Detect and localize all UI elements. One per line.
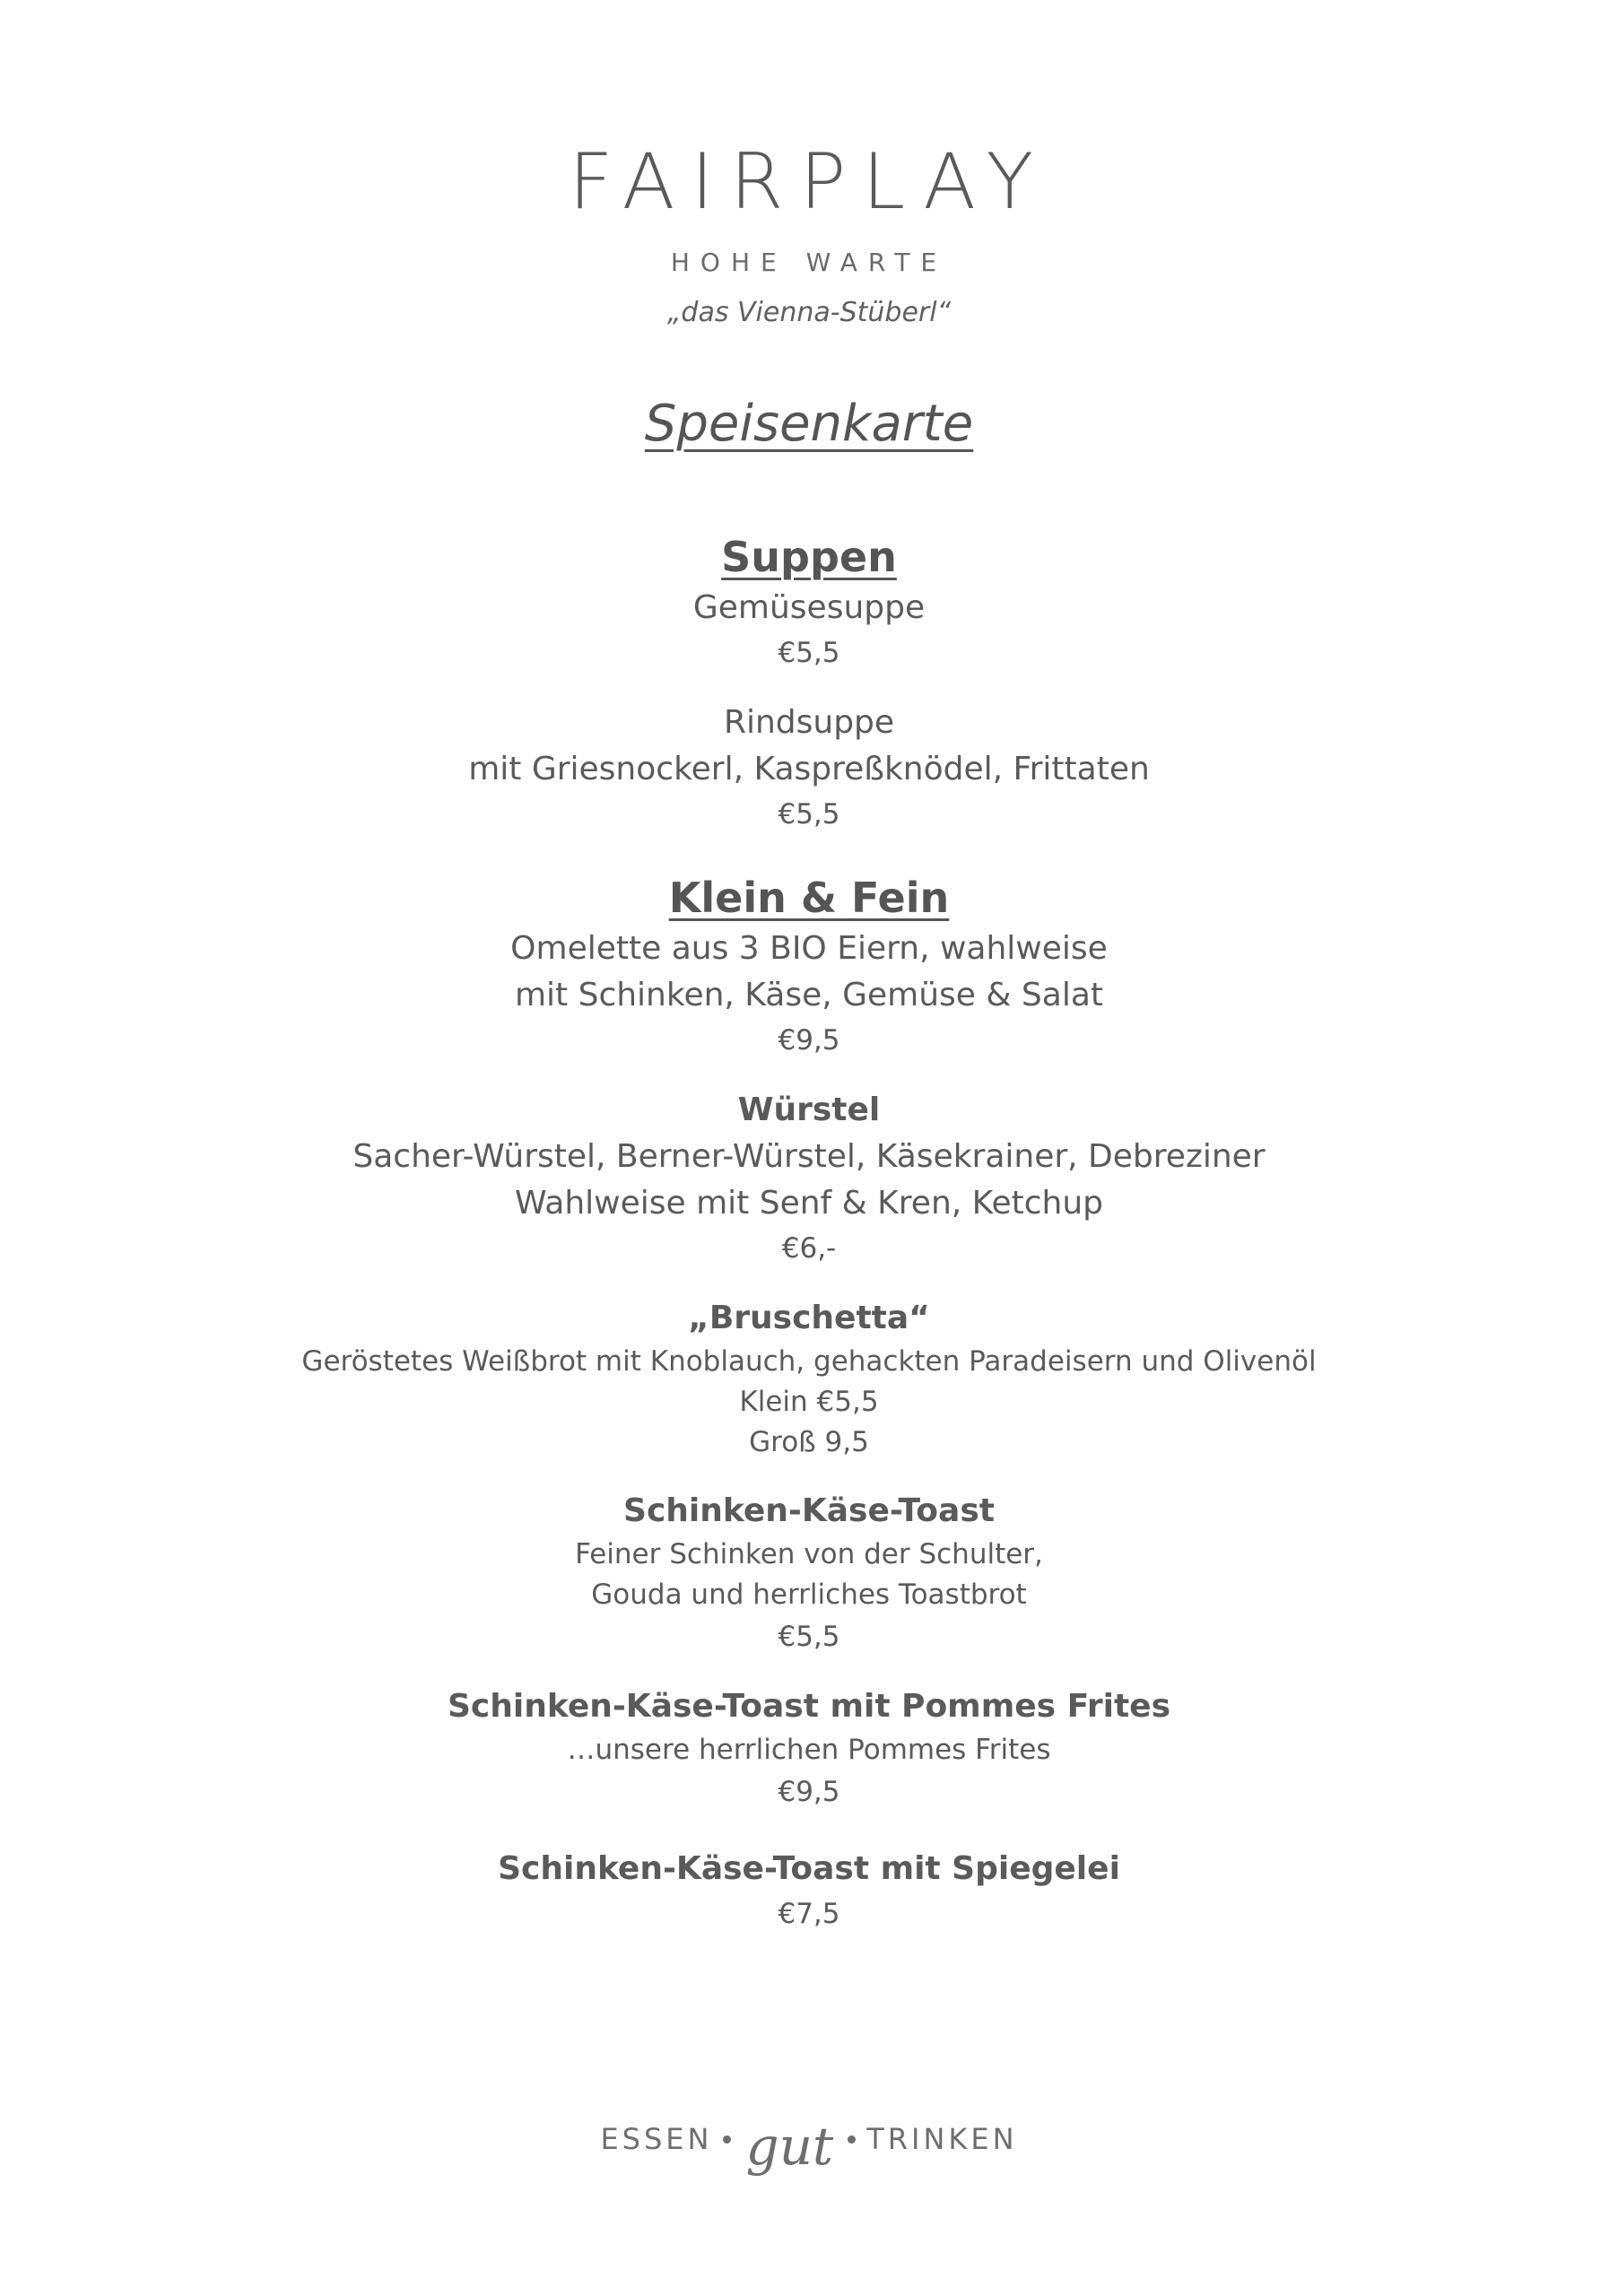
item-description: Sacher-Würstel, Berner-Würstel, Käsekrainer, Debreziner <box>352 1138 1266 1175</box>
brand-tagline: „das Vienna-Stüberl“ <box>666 297 952 328</box>
item-price: €9,5 <box>778 1776 840 1808</box>
item-name: Schinken-Käse-Toast mit Spiegelei <box>498 1850 1120 1887</box>
item-description: Gouda und herrliches Toastbrot <box>591 1578 1027 1611</box>
item-name: „Bruschetta“ <box>688 1300 930 1336</box>
menu-item <box>0 1683 1618 1813</box>
dot-icon <box>723 2135 731 2144</box>
logo <box>0 137 1618 328</box>
item-name: Schinken-Käse-Toast <box>623 1492 995 1529</box>
item-name: Omelette aus 3 BIO Eiern, wahlweise <box>510 930 1108 967</box>
menu-item <box>0 700 1618 836</box>
section-title-suppen: Suppen <box>721 533 897 581</box>
item-price-small: Klein €5,5 <box>739 1386 879 1418</box>
section-title-klein-fein: Klein & Fein <box>668 874 950 922</box>
item-name: Würstel <box>737 1091 881 1128</box>
menu-content <box>0 529 1618 1935</box>
item-description: mit Schinken, Käse, Gemüse & Salat <box>514 977 1104 1013</box>
item-name: Rindsuppe <box>723 704 895 741</box>
item-price: €5,5 <box>778 798 840 831</box>
menu-item <box>0 1488 1618 1658</box>
item-description: Wahlweise mit Senf & Kren, Ketchup <box>514 1185 1103 1222</box>
brand-subtitle: HOHE WARTE <box>670 248 948 277</box>
footer-word-left: ESSEN <box>600 2122 713 2156</box>
menu-item <box>0 1846 1618 1935</box>
item-description: …unsere herrlichen Pommes Frites <box>567 1734 1051 1766</box>
dot-icon <box>848 2135 856 2144</box>
item-price: €9,5 <box>778 1024 840 1057</box>
item-name: Schinken-Käse-Toast mit Pommes Frites <box>447 1688 1171 1725</box>
item-price: €6,- <box>781 1232 837 1265</box>
item-price: €5,5 <box>778 1621 840 1653</box>
menu-item <box>0 926 1618 1062</box>
brand-logo: FAIRPLAY <box>569 137 1049 227</box>
item-name: Gemüsesuppe <box>692 589 926 626</box>
page-title: Speisenkarte <box>644 395 974 453</box>
item-price-large: Groß 9,5 <box>749 1426 869 1458</box>
item-price: €7,5 <box>778 1898 840 1930</box>
menu-item <box>0 1295 1618 1463</box>
footer-word-right: TRINKEN <box>866 2122 1018 2156</box>
menu-item <box>0 1087 1618 1270</box>
item-description: Geröstetes Weißbrot mit Knoblauch, gehackten Paradeisern und Olivenöl <box>301 1345 1317 1378</box>
item-description: mit Griesnockerl, Kaspreßknödel, Frittaten <box>468 751 1150 787</box>
footer-word-script: gut <box>745 2116 834 2177</box>
item-description: Feiner Schinken von der Schulter, <box>575 1538 1043 1570</box>
item-price: €5,5 <box>778 637 840 669</box>
footer-slogan <box>0 2099 1618 2179</box>
menu-item <box>0 585 1618 674</box>
